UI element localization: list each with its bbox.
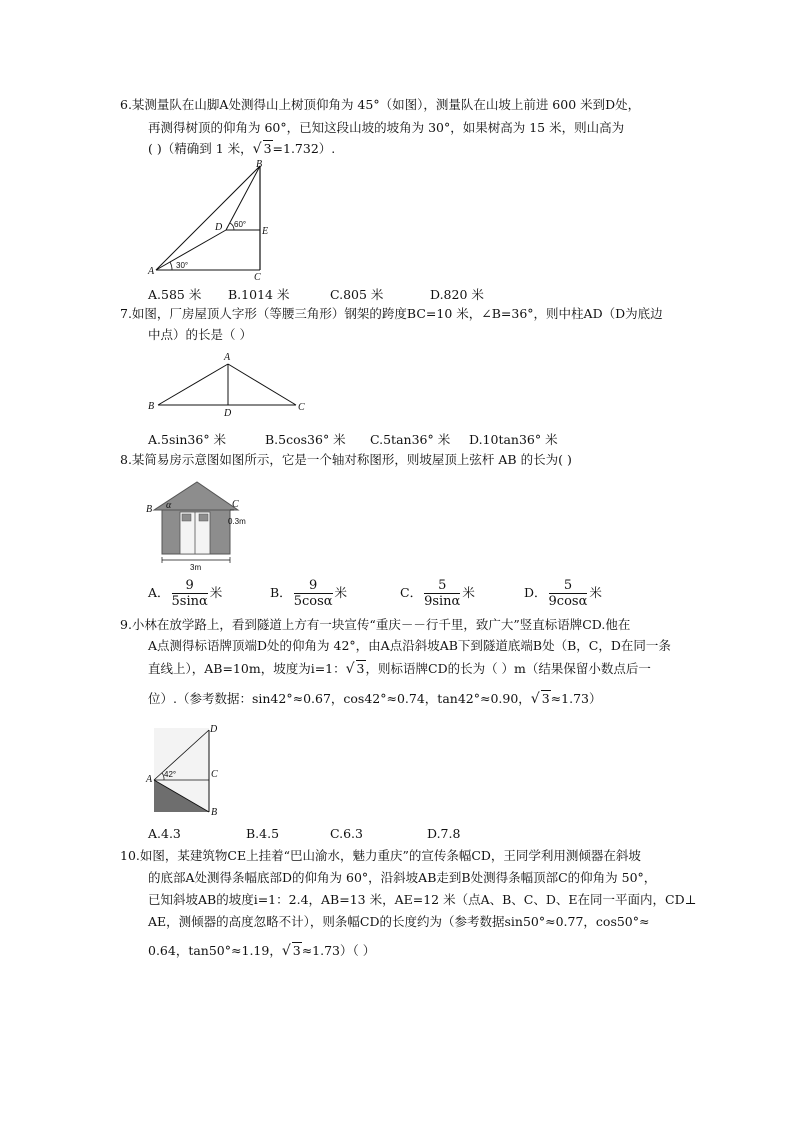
q7-figure-roof-truss [142,350,312,420]
q8-option-b-num: 9 [294,578,333,594]
q8-option-a-prefix: A． [148,585,170,600]
q9-text-line4-pre: 位）.（参考数据：sin42°≈0.67，cos42°≈0.74，tan42°≈0.90， [148,691,531,706]
q6-option-b[interactable]: B.1014 米 [228,287,290,302]
q10-text-line1: 10.如图，某建筑物CE上挂着“巴山渝水，魅力重庆”的宣传条幅CD，王同学利用测倾器在斜坡 [120,848,641,863]
q6-text-line2: 再测得树顶的仰角为 60°，已知这段山坡的坡角为 30°，如果树高为 15 米，则山高为 [148,120,625,135]
q6-option-d[interactable]: D.820 米 [430,287,484,302]
q6-sqrt-value: 3 [263,141,272,156]
q9-sqrt-value-1: 3 [356,661,365,676]
q9-sqrt-value-2: 3 [541,691,550,706]
q9-label-C: C [211,769,218,780]
q7-option-d[interactable]: D.10tan36° 米 [469,432,558,447]
q8-option-b[interactable] [270,578,347,609]
q9-text-line3-pre: 直线上），AB=10m，坡度为i=1： [148,661,346,676]
q9-option-d[interactable]: D.7.8 [427,826,461,841]
q10-text-line2: 的底部A处测得条幅底部D的仰角为 60°，沿斜坡AB走到B处测得条幅顶部C的仰角为 50°， [148,870,657,885]
q9-text-line3: 直线上），AB=10m，坡度为i=1：√ 3，则标语牌CD的长为（ ）m（结果保留小数点后一 [148,661,651,677]
q9-label-D: D [210,724,218,735]
q8-option-d-num: 5 [549,578,588,594]
q8-figure-house [142,474,246,572]
q7-option-a[interactable]: A.5sin36° 米 [148,432,227,447]
q9-text-line4: 位）.（参考数据：sin42°≈0.67，cos42°≈0.74，tan42°≈0.90，√ 3≈1.73） [148,691,602,707]
q8-option-d-den: 9cosα [548,594,588,609]
q8-option-d-unit: 米 [589,585,602,600]
q8-label-alpha: α [166,500,172,511]
q8-label-width: 3m [190,563,202,572]
q7-label-B: B [148,401,155,412]
q6-label-D: D [215,222,223,233]
q7-label-A: A [224,352,231,363]
q9-text-line1: 9.小林在放学路上，看到隧道上方有一块宣传“重庆－－行千里，致广大”竖直标语牌CD.他在 [120,617,631,632]
q6-text-line3-pre: ( )（精确到 1 米， [148,141,253,156]
q6-text-line3: ( )（精确到 1 米，√ 3=1.732）. [148,141,336,157]
q9-option-b[interactable]: B.4.5 [246,826,280,841]
q8-option-c-den: 9sinα [424,594,461,609]
q8-option-d-prefix: D． [524,585,547,600]
q10-text-line5: 0.64，tan50°≈1.19，√ 3≈1.73）（ ） [148,943,376,959]
q6-figure-mountain [142,158,277,283]
q10-text-line4: AE，测倾器的高度忽略不计），则条幅CD的长度约为（参考数据sin50°≈0.77，cos50°≈ [148,914,650,929]
q6-label-E: E [262,226,269,237]
q10-text-line5-post: ≈1.73）（ ） [301,943,376,958]
q9-text-line3-post: ，则标语牌CD的长为（ ）m（结果保留小数点后一 [365,661,651,676]
q7-text-line2: 中点）的长是（ ） [148,327,252,342]
q7-label-C: C [298,402,305,413]
q6-label-30: 30° [176,261,189,270]
q8-label-height: 0.3m [228,517,246,526]
q8-option-a[interactable] [148,578,222,609]
q9-text-line2: A点测得标语牌顶端D处的仰角为 42°，由A点沿斜坡AB下到隧道底端B处（B，C，D在同一条 [148,638,671,653]
q9-option-c[interactable]: C.6.3 [330,826,363,841]
q10-text-line5-pre: 0.64，tan50°≈1.19， [148,943,282,958]
q7-option-c[interactable]: C.5tan36° 米 [370,432,451,447]
q7-text-line1: 7.如图，厂房屋顶人字形（等腰三角形）钢架的跨度BC=10 米，∠B=36°，则中柱AD（D为底边 [120,306,663,321]
q8-label-C: C [232,499,239,510]
q6-label-60: 60° [234,220,247,229]
q8-text-line1: 8.某简易房示意图如图所示，它是一个轴对称图形，则坡屋顶上弦杆 AB 的长为( ) [120,452,572,467]
q9-label-B: B [211,807,218,818]
q9-label-A: A [146,774,153,785]
q8-label-B: B [146,504,153,515]
q6-option-a[interactable]: A.585 米 [148,287,202,302]
q9-text-line4-post: ≈1.73） [550,691,602,706]
q8-option-c-prefix: C． [400,585,423,600]
q7-option-b[interactable]: B.5cos36° 米 [265,432,346,447]
q8-option-a-num: 9 [172,578,208,594]
q9-figure-tunnel-sign [142,722,222,817]
q6-text-line1: 6.某测量队在山脚A处测得山上树顶仰角为 45°（如图），测量队在山坡上前进 600 米到D处， [120,97,641,112]
q10-sqrt-value: 3 [292,943,301,958]
q8-option-d[interactable] [524,578,602,609]
q10-text-line3: 已知斜坡AB的坡度i=1：2.4，AB=13 米，AE=12 米（点A、B、C、D、E在同一平面内，CD⊥ [148,892,697,907]
q6-option-c[interactable]: C.805 米 [330,287,384,302]
q8-option-c[interactable] [400,578,475,609]
q8-option-c-num: 5 [424,578,460,594]
q6-label-C: C [254,272,261,283]
q8-option-a-den: 5sinα [171,594,208,609]
q8-option-b-unit: 米 [334,585,348,600]
q8-option-c-unit: 米 [462,585,475,600]
q8-option-a-unit: 米 [209,585,223,600]
q8-option-b-prefix: B． [270,585,292,600]
q8-option-b-den: 5cosα [293,594,333,609]
q7-label-D: D [224,408,232,419]
q9-option-a[interactable]: A.4.3 [148,826,181,841]
q6-label-B: B [256,159,263,170]
q6-label-A: A [148,266,155,277]
q9-label-42: 42° [164,770,177,779]
q6-text-line3-post: =1.732）. [272,141,336,156]
